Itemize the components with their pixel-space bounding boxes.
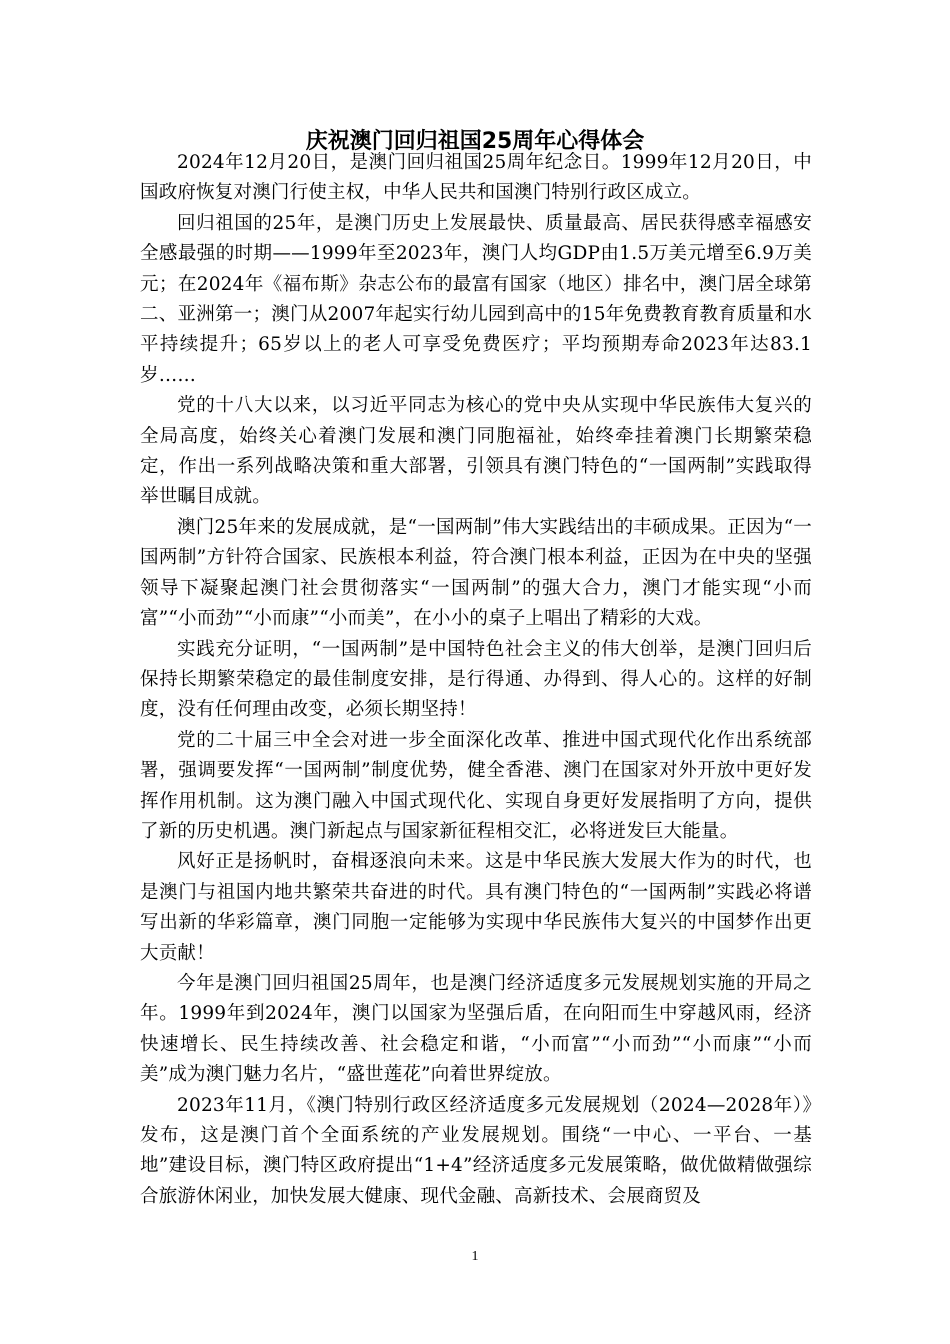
paragraph-6: 党的二十届三中全会对进一步全面深化改革、推进中国式现代化作出系统部署，强调要发挥“一国两制”制度优势，健全香港、澳门在国家对外开放中更好发挥作用机制。这为澳门融入中国式现代化、实现自身更好发展指明了方向，提供了新的历史机遇。澳门新起点与国家新征程相交汇，必将迸发巨大能量。 xyxy=(140,729,812,842)
document-title: 庆祝澳门回归祖国25周年心得体会 xyxy=(305,129,645,154)
document-body xyxy=(140,148,812,1212)
paragraph-3: 党的十八大以来，以习近平同志为核心的党中央从实现中华民族伟大复兴的全局高度，始终关心着澳门发展和澳门同胞福祉，始终牵挂着澳门长期繁荣稳定，作出一系列战略决策和重大部署，引领具有澳门特色的“一国两制”实践取得举世瞩目成就。 xyxy=(140,395,812,508)
paragraph-4: 澳门25年来的发展成就，是“一国两制”伟大实践结出的丰硕成果。正因为“一国两制”方针符合国家、民族根本利益，符合澳门根本利益，正因为在中央的坚强领导下凝聚起澳门社会贯彻落实“一国两制”的强大合力，澳门才能实现“小而富”“小而劲”“小而康”“小而美”，在小小的桌子上唱出了精彩的大戏。 xyxy=(140,516,812,630)
paragraph-9: 2023年11月，《澳门特别行政区经济适度多元发展规划（2024—2028年）》发布，这是澳门首个全面系统的产业发展规划。围绕“一中心、一平台、一基地”建设目标，澳门特区政府提出“1+4”经济适度多元发展策略，做优做精做强综合旅游休闲业，加快发展大健康、现代金融、高新技术、会展商贸及 xyxy=(140,1094,812,1207)
paragraph-7: 风好正是扬帆时，奋楫逐浪向未来。这是中华民族大发展大作为的时代，也是澳门与祖国内地共繁荣共奋进的时代。具有澳门特色的“一国两制”实践必将谱写出新的华彩篇章，澳门同胞一定能够为实现中华民族伟大复兴的中国梦作出更大贡献！ xyxy=(140,851,812,964)
paragraph-5: 实践充分证明，“一国两制”是中国特色社会主义的伟大创举，是澳门回归后保持长期繁荣稳定的最佳制度安排，是行得通、办得到、得人心的。这样的好制度，没有任何理由改变，必须长期坚持！ xyxy=(140,638,812,721)
paragraph-1: 2024年12月20日，是澳门回归祖国25周年纪念日。1999年12月20日，中国政府恢复对澳门行使主权，中华人民共和国澳门特别行政区成立。 xyxy=(140,152,812,204)
paragraph-8: 今年是澳门回归祖国25周年，也是澳门经济适度多元发展规划实施的开局之年。1999年到2024年，澳门以国家为坚强后盾，在向阳而生中穿越风雨，经济快速增长、民生持续改善、社会稳定和谐，“小而富”“小而劲”“小而康”“小而美”成为澳门魅力名片，“盛世莲花”向着世界绽放。 xyxy=(140,972,812,1086)
page-number: 1 xyxy=(471,1249,479,1264)
paragraph-2: 回归祖国的25年，是澳门历史上发展最快、质量最高、居民获得感幸福感安全感最强的时期——1999年至2023年，澳门人均GDP由1.5万美元增至6.9万美元；在2024年《福布斯》杂志公布的最富有国家（地区）排名中，澳门居全球第二、亚洲第一；澳门从2007年起实行幼儿园到高中的15年免费教育教育质量和水平持续提升；65岁以上的老人可享受免费医疗；平均预期寿命2023年达83.1岁…… xyxy=(140,212,812,386)
